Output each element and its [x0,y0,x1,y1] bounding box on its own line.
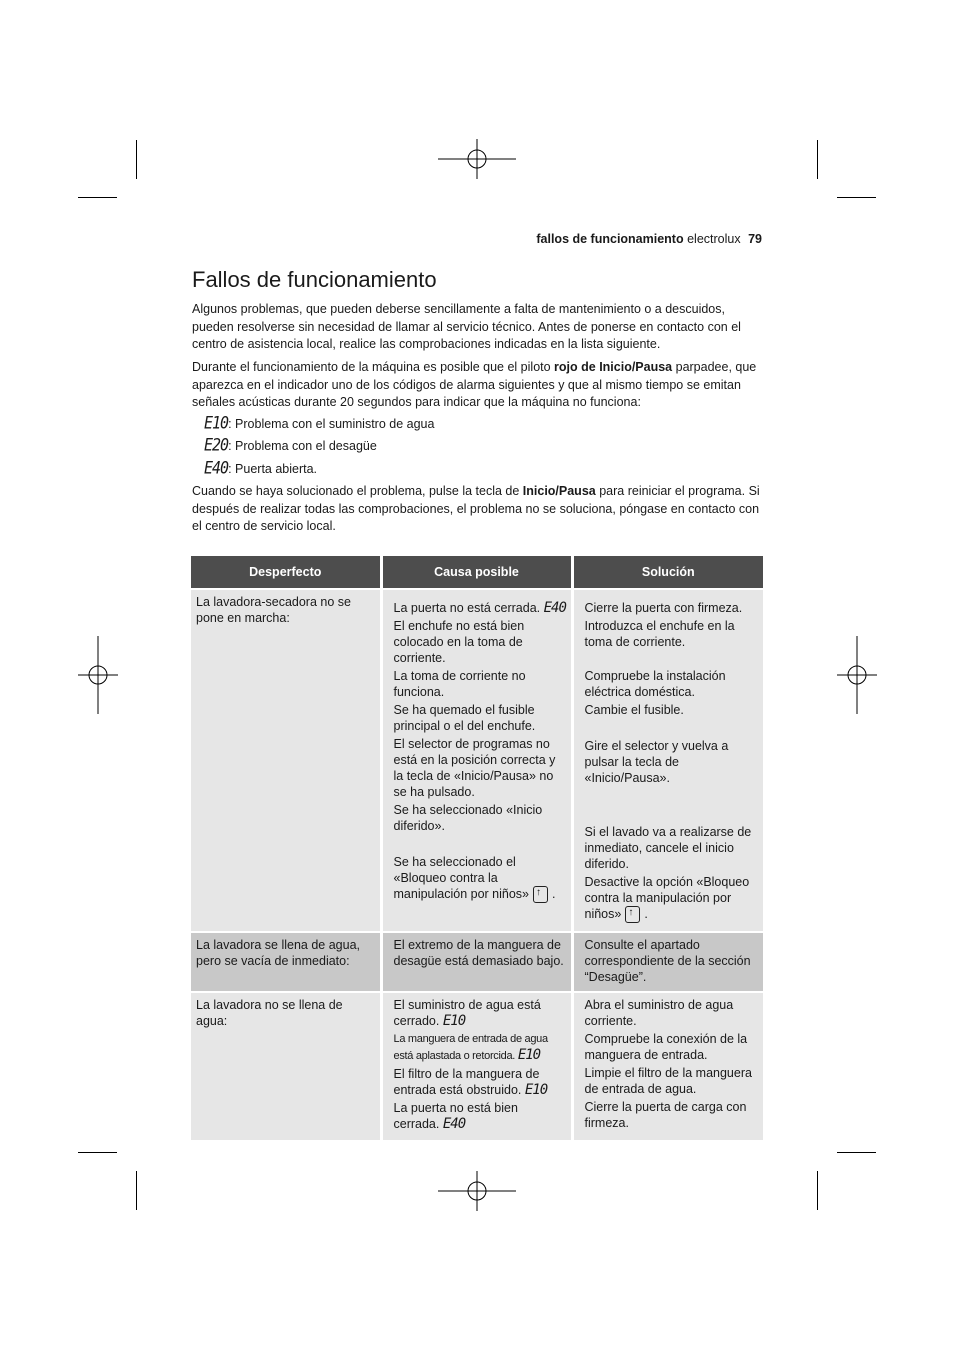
crop-mark [136,1171,137,1210]
list-item: Introduzca el enchufe en la toma de corriente. [584,619,735,649]
crop-mark [817,1171,818,1210]
registration-mark-icon [78,636,118,714]
inicio-pausa-bold: rojo de Inicio/Pausa [554,360,673,374]
list-item: Abra el suministro de agua corriente. [584,998,734,1029]
registration-mark-icon [438,139,516,179]
header-brand: electrolux [687,232,741,246]
child-lock-icon [533,886,548,903]
crop-mark [817,140,818,179]
alarm-code-e10: E10: Problema con el suministro de agua [204,412,435,434]
outro-paragraph: Cuando se haya solucionado el problema, pulse la tecla de Inicio/Pausa para reiniciar el programa. Si después de realizar todas las comprobaciones, el problema no se soluciona, póngase en contacto con el centro de servicio local. [192,484,760,533]
intro-paragraph-1: Algunos problemas, que pueden deberse sencillamente a falta de mantenimiento o a descuidos, pueden resolverse sin necesidad de llamar al servicio técnico. Antes de ponerse en contacto con el centro de asistencia local, realice las comprobaciones indicadas en la lista siguiente. [192,302,741,351]
fault-table [191,556,763,1140]
crop-mark [837,1152,876,1153]
list-item: La puerta no está bien cerrada. E40 [393,1101,518,1133]
solution-cell [572,589,763,932]
table-header-row [191,556,763,589]
fault-cell: La lavadora-secadora no se pone en marcha: [191,589,381,932]
crop-mark [837,197,876,198]
list-item: El selector de programas no está en la posición correcta y la tecla de «Inicio/Pausa» no se ha pulsado. [393,737,556,799]
list-item: Se ha seleccionado el «Bloqueo contra la manipulación por niños»↑ . [394,854,567,903]
cause-cell [381,589,572,932]
list-item: Compruebe la conexión de la manguera de entrada. [584,1032,748,1063]
fault-cell: La lavadora no se llena de agua: [191,992,381,1140]
header-desperfecto: Desperfecto [191,556,381,589]
crop-mark [136,140,137,179]
registration-mark-icon [837,636,877,714]
table-row [191,932,763,992]
table-row [191,589,763,932]
header-solucion: Solución [572,556,763,589]
list-item: Limpie el filtro de la manguera de entrada de agua. [584,1066,752,1097]
alarm-code-e20: E20: Problema con el desagüe [204,434,377,456]
running-header [192,232,762,246]
table-row [191,992,763,1140]
crop-mark [78,1152,117,1153]
list-item: Si el lavado va a realizarse de inmediato, cancele el inicio diferido. [584,825,752,871]
registration-mark-icon [438,1171,516,1211]
cause-cell: El extremo de la manguera de desagüe está demasiado bajo. [381,932,572,992]
header-section: fallos de funcionamiento [536,232,684,246]
fault-cell: La lavadora se llena de agua, pero se vacía de inmediato: [191,932,381,992]
cause-cell [381,992,572,1140]
list-item: Desactive la opción «Bloqueo contra la manipulación por niños»↑ . [585,874,760,923]
list-item: Cierre la puerta con firmeza. [584,601,743,615]
solution-cell [572,992,763,1140]
crop-mark [78,197,117,198]
list-item: Gire el selector y vuelva a pulsar la tecla de «Inicio/Pausa». [584,739,729,785]
list-item: Se ha quemado el fusible principal o el del enchufe. [393,703,536,733]
page-title: Fallos de funcionamiento [192,267,437,292]
list-item: Cierre la puerta de carga con firmeza. [584,1100,747,1131]
header-causa: Causa posible [381,556,572,589]
list-item: Compruebe la instalación eléctrica doméstica. [584,669,726,699]
list-item: El enchufe no está bien colocado en la toma de corriente. [393,619,525,665]
list-item: El suministro de agua está cerrado. E10 [393,998,541,1030]
list-item: La toma de corriente no funciona. [393,669,526,699]
intro-paragraph-2: Durante el funcionamiento de la máquina es posible que el piloto rojo de Inicio/Pausa parpadee, que aparezca en el indicador uno de los códigos de alarma siguientes y que al mismo tiempo se emitan señales acústicas durante 20 segundos para indicar que la máquina no funciona: [192,360,757,409]
page-number: 79 [748,232,762,246]
child-lock-icon [625,906,640,923]
list-item: La puerta no está cerrada. E40 [393,600,566,616]
list-item: El filtro de la manguera de entrada está obstruido. E10 [393,1067,548,1099]
list-item: La manguera de entrada de agua está aplastada o retorcida. E10 [393,1033,548,1064]
list-item: Cambie el fusible. [584,703,684,717]
alarm-code-e40: E40: Puerta abierta. [204,457,318,479]
solution-cell: Consulte el apartado correspondiente de la sección “Desagüe”. [572,932,763,992]
list-item: Se ha seleccionado «Inicio diferido». [393,803,543,833]
